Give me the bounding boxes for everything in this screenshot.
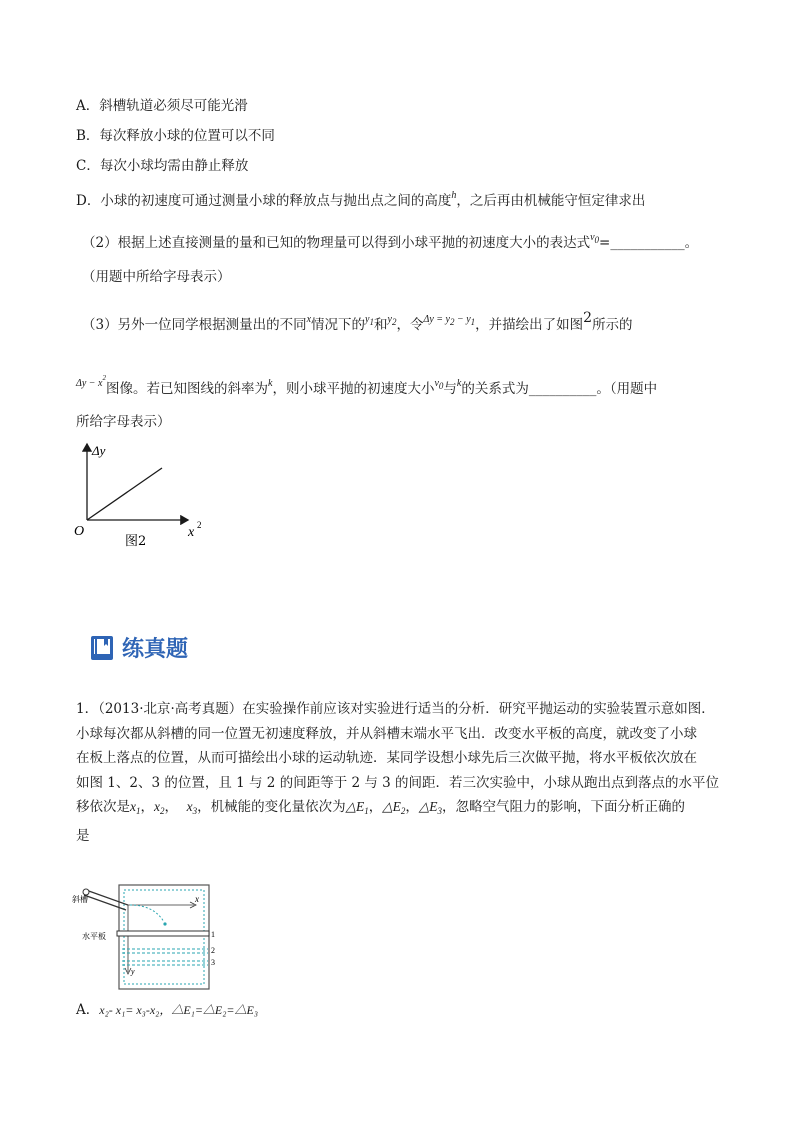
problem-line: 如图 1、2、3 的位置，且 1 与 2 的间距等于 2 与 3 的间距．若三次实验中，小球从跑出点到落点的水平位: [76, 774, 720, 791]
projectile-apparatus-figure: [72, 882, 222, 992]
var-k: k: [456, 378, 462, 389]
mark-3: 3: [211, 958, 215, 967]
option-d: D．小球的初速度可通过测量小球的释放点与抛出点之间的高度$^h$，之后再由机械能守恒定律求出: [76, 190, 646, 209]
graph-line: [87, 468, 162, 520]
q2-note: （用题中所给字母表示）: [82, 269, 231, 285]
inner-frame: [124, 890, 204, 984]
option-text: 斜槽轨道必须尽可能光滑: [99, 98, 248, 114]
mark-1: 1: [211, 930, 215, 939]
question-3-line1: （3）另外一位同学根据测量出的不同$^x$情况下的$^{y1}$和$^{y2}$，令$^{\Delta y = y2 - y1}$，并描绘出了如图2所示的: [82, 310, 633, 333]
option-a: A．斜槽轨道必须尽可能光滑: [76, 98, 248, 114]
x-axis-label: x: [188, 525, 195, 540]
var-x: x: [306, 314, 312, 325]
graph-caption: 图2: [125, 534, 147, 549]
option-text: x₂- x₁= x₃-x₂，△E₁=△E₂=△E₃: [99, 1003, 259, 1017]
problem-line: 小球每次都从斜槽的同一位置无初速度释放，并从斜槽末端水平飞出．改变水平板的高度，就改变了小球: [76, 725, 697, 742]
option-letter: A．: [76, 1002, 100, 1018]
delta-y-equation: Δy = y2 − y1: [423, 314, 476, 327]
q2-blank: =___________。: [599, 235, 699, 251]
option-text: 每次释放小球的位置可以不同: [99, 128, 275, 144]
option-text: 小球的初速度可通过测量小球的释放点与抛出点之间的高度: [100, 193, 452, 209]
x-axis-label: x: [195, 894, 199, 904]
mark-2: 2: [211, 946, 215, 955]
v0-symbol: v0: [590, 232, 600, 245]
problem1-option-a: [76, 1000, 258, 1020]
option-letter: A: [76, 98, 86, 114]
option-letter: B: [76, 128, 86, 144]
delta-y-x2: Δy − x2: [76, 374, 106, 389]
origin-label: O: [74, 524, 85, 539]
var-k: k: [268, 378, 273, 389]
v0-symbol: v0: [434, 378, 444, 391]
var-h: h: [451, 190, 457, 201]
option-letter: D: [76, 193, 87, 209]
question-3-line3: 所给字母表示）: [76, 414, 171, 430]
chute-label: 斜槽: [72, 895, 88, 904]
option-b: B．每次释放小球的位置可以不同: [76, 128, 275, 144]
book-icon: [90, 635, 114, 661]
problem-1: [76, 697, 726, 848]
var-y2: y2: [387, 314, 397, 327]
question-2: [82, 228, 698, 253]
x-axis-sup: 2: [197, 520, 202, 530]
var-y1: y1: [365, 314, 374, 327]
problem-line: 移依次是$x_1$，$x_2$， $x_3$，机械能的变化量依次为$\triangle E_1$，$\triangle E_2$，$\triangle E_3$，忽略空气阻力的影响，下面分析正确的: [76, 799, 686, 816]
y-axis-label: y: [131, 967, 135, 976]
y-axis-label: Δy: [92, 443, 106, 458]
delta-y-x2-graph: [70, 438, 210, 550]
problem-line: 1．（2013·北京·高考真题）在实验操作前应该对实验进行适当的分析．研究平抛运动的实验装置示意如图．: [76, 701, 715, 717]
q2-prefix: （2）根据上述直接测量的量和已知的物理量可以得到小球平抛的初速度大小的表达式: [82, 235, 591, 251]
question-3-line2: $^{\Delta y - x^2}$图像。若已知图线的斜率为$^k$，则小球平抛的初速度大小$^{v0}$与$^k$的关系式为__________。（用题中: [76, 374, 658, 397]
problem-line: 在板上落点的位置，从而可描绘出小球的运动轨迹．某同学设想小球先后三次做平抛，将水平板依次放在: [76, 750, 697, 766]
horizontal-board: [117, 931, 209, 936]
trajectory: [130, 905, 164, 922]
option-c: C．每次小球均需由静止释放: [76, 158, 249, 174]
option-letter: C: [76, 158, 87, 174]
option-tail: ，之后再由机械能守恒定律求出: [456, 193, 646, 209]
section-title: 练真题: [122, 637, 189, 662]
option-text: 每次小球均需由静止释放: [99, 158, 249, 174]
section-header: [90, 632, 188, 663]
problem-line: 是: [76, 827, 90, 844]
board-label: 水平板: [82, 932, 106, 941]
